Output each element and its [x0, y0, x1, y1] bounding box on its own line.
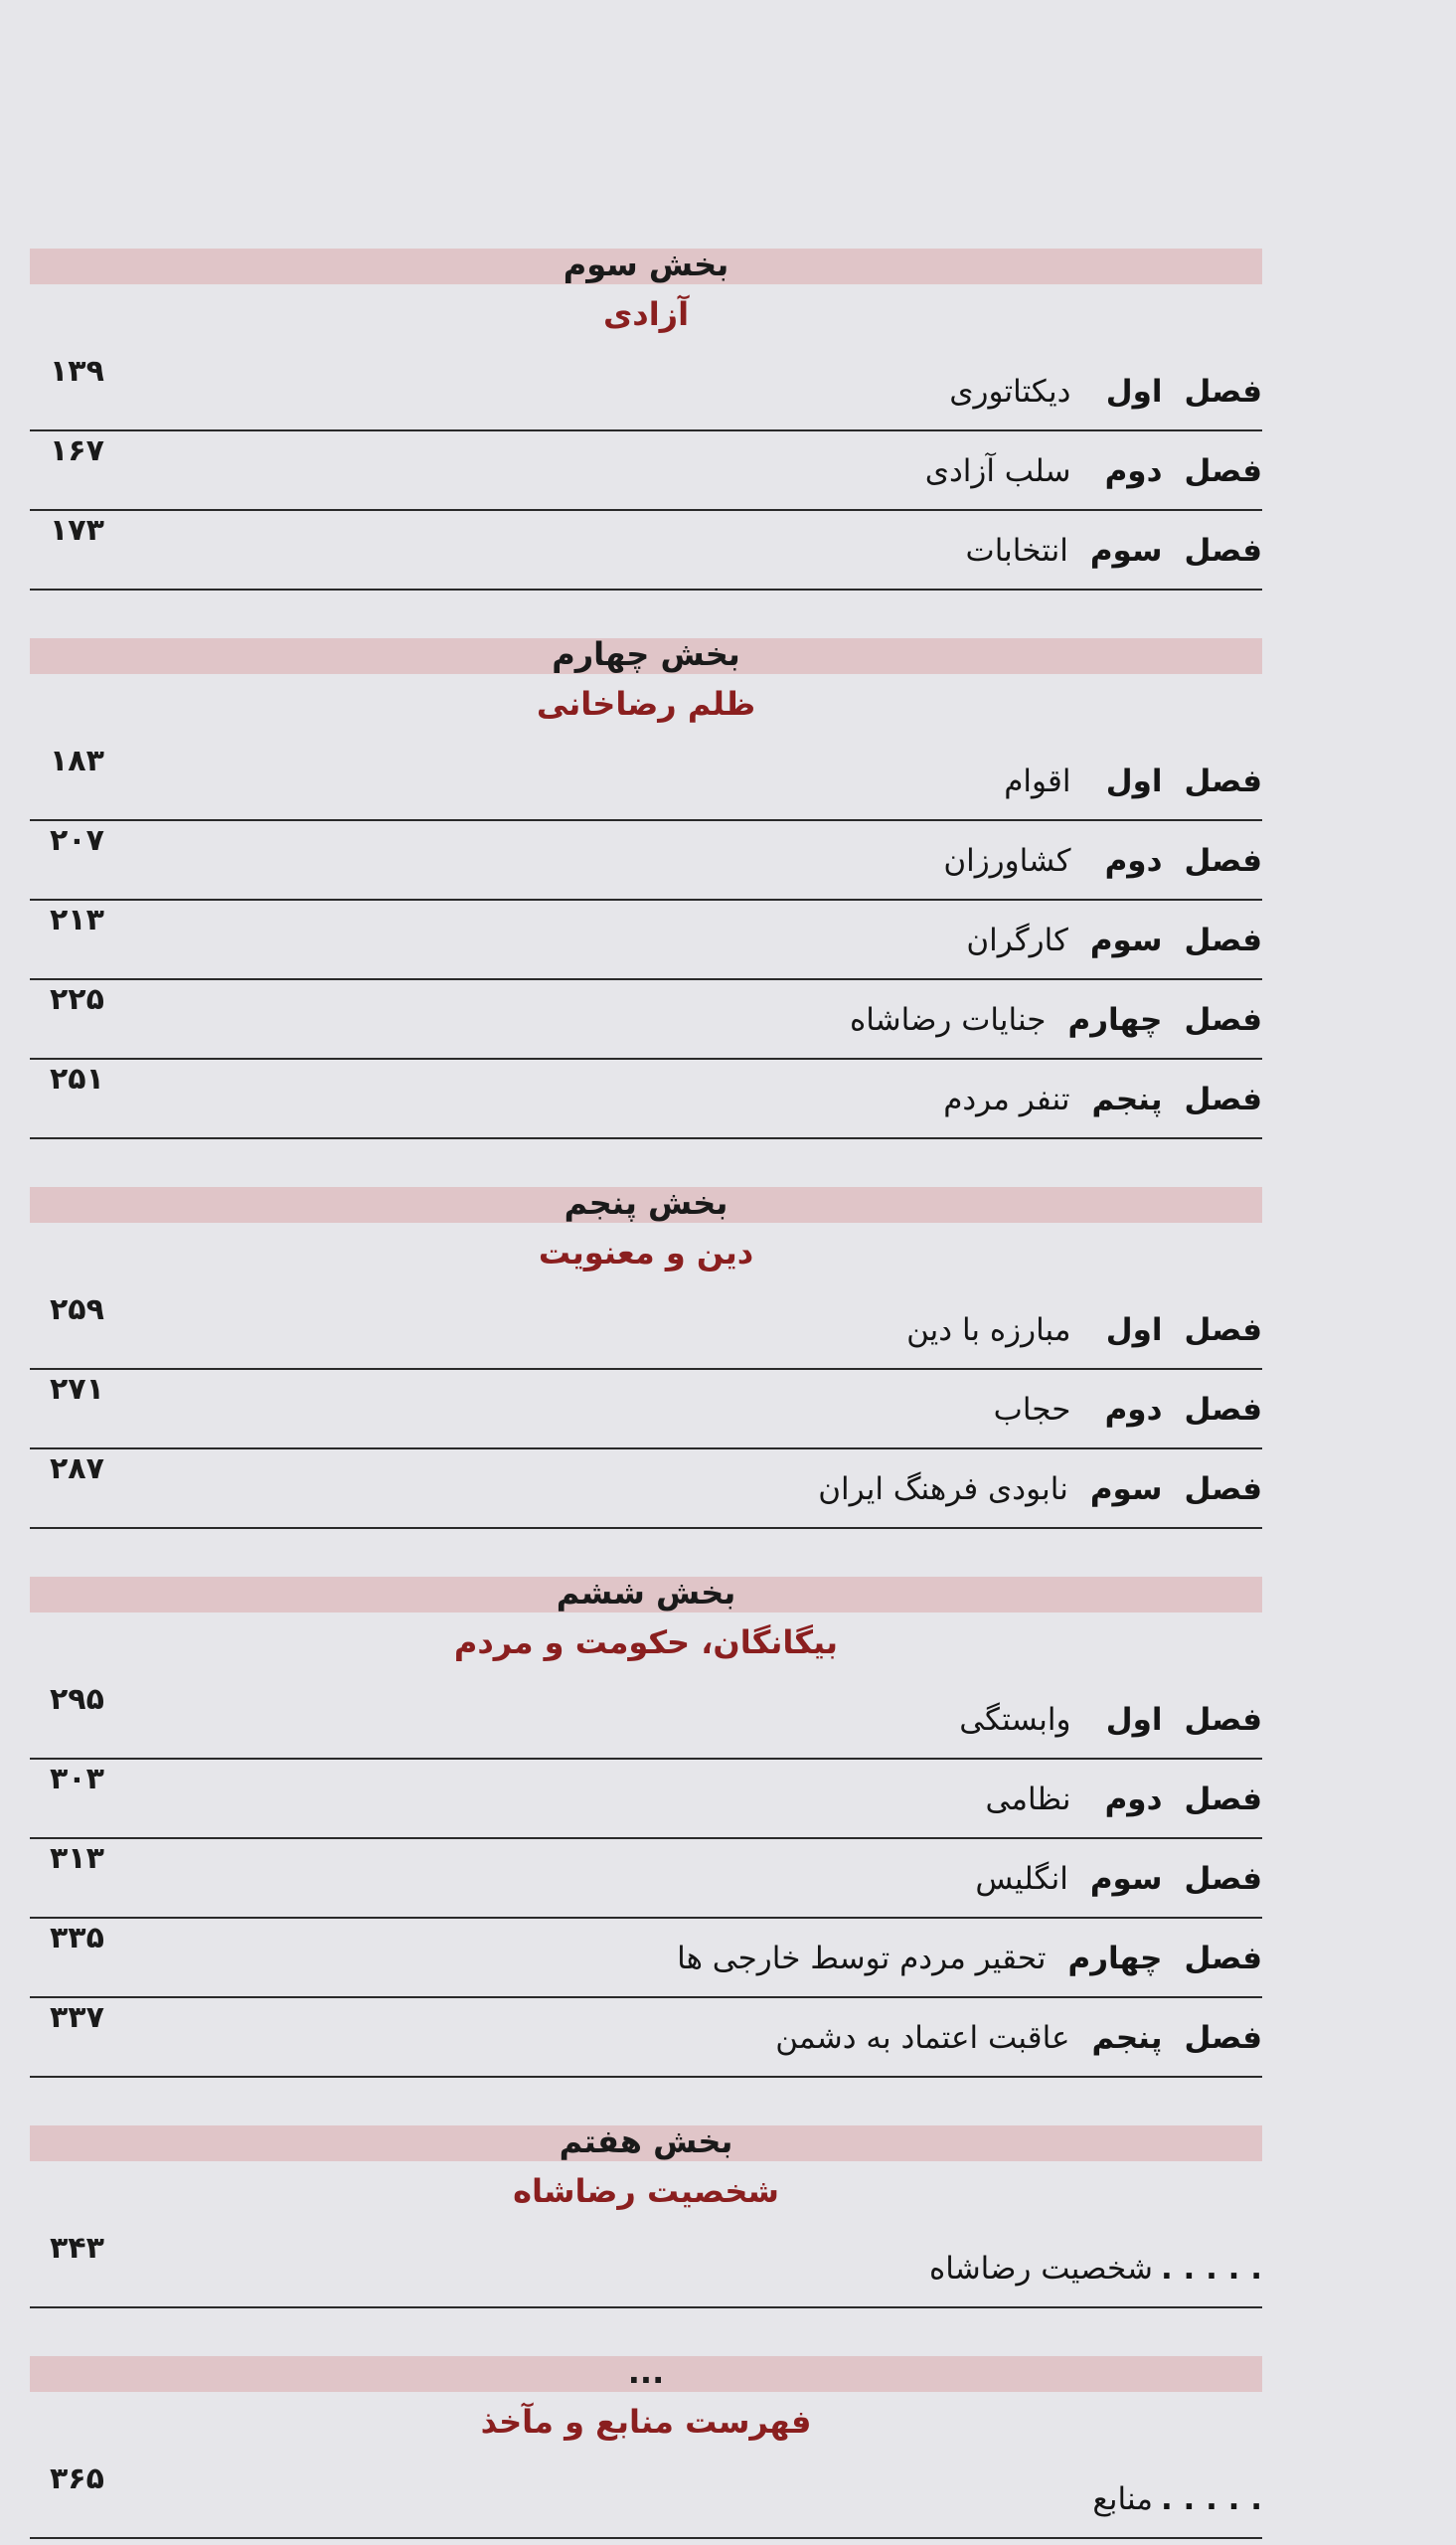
- toc-row[interactable]: [30, 1760, 1262, 1839]
- chapter-word: فصل: [1184, 1471, 1262, 1507]
- chapter-number: دوم: [1104, 1782, 1163, 1817]
- toc-entry-label: [906, 1312, 1262, 1348]
- section-spacer: [30, 2308, 1262, 2350]
- section-title: دین و معنویت: [538, 1234, 754, 1272]
- toc-rows: [30, 1290, 1262, 1529]
- chapter-number: دوم: [1104, 453, 1163, 489]
- section-title: ظلم رضاخانی: [536, 685, 756, 723]
- toc-entry-label: [959, 1702, 1262, 1738]
- page-number: ۲۱۳: [50, 903, 104, 937]
- toc-row[interactable]: [30, 980, 1262, 1060]
- section-header: [30, 243, 1262, 352]
- section-label: بخش هفتم: [559, 2122, 733, 2160]
- page-number: ۱۸۳: [50, 744, 104, 778]
- section-title: بیگانگان، حکومت و مردم: [453, 1623, 839, 1661]
- leader-dots: . . . . .: [1160, 2251, 1262, 2287]
- section-title: فهرست منابع و مآخذ: [480, 2403, 812, 2441]
- page-number: ۱۳۹: [50, 354, 104, 389]
- toc-row[interactable]: [30, 821, 1262, 901]
- leader-dots: . . . . .: [1160, 2481, 1262, 2517]
- toc-entry-label: [943, 1082, 1262, 1117]
- toc-section: [30, 1571, 1262, 2078]
- chapter-number: سوم: [1089, 1861, 1163, 1897]
- page-number: ۳۰۳: [50, 1762, 104, 1796]
- chapter-word: فصل: [1184, 1782, 1262, 1817]
- chapter-title: نظامی: [985, 1782, 1071, 1817]
- page-number: ۱۶۷: [50, 433, 104, 468]
- chapter-number: چهارم: [1067, 1941, 1163, 1976]
- section-header: [30, 632, 1262, 742]
- chapter-title: حجاب: [993, 1392, 1071, 1428]
- section-label: بخش چهارم: [552, 635, 740, 673]
- chapter-word: فصل: [1184, 764, 1262, 799]
- toc-row[interactable]: [30, 1290, 1262, 1370]
- page-number: ۲۵۱: [50, 1062, 104, 1097]
- chapter-word: فصل: [1184, 533, 1262, 569]
- chapter-word: فصل: [1184, 1702, 1262, 1738]
- chapter-title: اقوام: [1004, 764, 1071, 799]
- page-number: ۲۹۵: [50, 1682, 104, 1717]
- toc-row[interactable]: [30, 1370, 1262, 1449]
- chapter-title: نابودی فرهنگ ایران: [818, 1471, 1068, 1507]
- section-spacer: [30, 591, 1262, 632]
- chapter-title: شخصیت رضاشاه: [929, 2251, 1153, 2287]
- chapter-word: فصل: [1184, 453, 1262, 489]
- toc-row[interactable]: [30, 901, 1262, 980]
- chapter-title: سلب آزادی: [924, 453, 1071, 489]
- page-number: ۲۸۷: [50, 1451, 104, 1486]
- page-number: ۲۲۵: [50, 982, 104, 1017]
- toc-row[interactable]: [30, 1449, 1262, 1529]
- toc-row[interactable]: [30, 742, 1262, 821]
- page-number: ۳۱۳: [50, 1841, 104, 1876]
- page-number: ۳۳۷: [50, 2000, 104, 2035]
- chapter-number: اول: [1105, 764, 1163, 799]
- toc-section: [30, 243, 1262, 591]
- chapter-number: پنجم: [1091, 2020, 1163, 2056]
- section-header: [30, 1571, 1262, 1680]
- chapter-title: عاقبت اعتماد به دشمن: [775, 2020, 1070, 2056]
- toc-entry-label: [1004, 764, 1262, 799]
- toc-entry-label: [775, 2020, 1262, 2056]
- toc-row[interactable]: [30, 511, 1262, 591]
- toc-entry-label: [818, 1471, 1262, 1507]
- chapter-title: کارگران: [966, 923, 1068, 958]
- chapter-word: فصل: [1184, 2020, 1262, 2056]
- chapter-number: پنجم: [1091, 1082, 1163, 1117]
- section-header: [30, 2350, 1262, 2460]
- page-number: ۳۳۵: [50, 1921, 104, 1955]
- page-number: ۲۰۷: [50, 823, 104, 858]
- toc-row[interactable]: [30, 431, 1262, 511]
- chapter-title: انتخابات: [965, 533, 1068, 569]
- chapter-word: فصل: [1184, 1941, 1262, 1976]
- toc-rows: [30, 1680, 1262, 2078]
- chapter-word: فصل: [1184, 1312, 1262, 1348]
- toc-row[interactable]: [30, 1839, 1262, 1919]
- toc-row[interactable]: [30, 352, 1262, 431]
- page-number: ۲۵۹: [50, 1292, 104, 1327]
- toc-rows: [30, 2460, 1262, 2539]
- chapter-title: وابستگی: [959, 1702, 1071, 1738]
- section-spacer: [30, 1529, 1262, 1571]
- section-label: بخش سوم: [563, 246, 729, 283]
- section-title: آزادی: [602, 295, 690, 333]
- toc-row[interactable]: [30, 1060, 1262, 1139]
- toc-row[interactable]: [30, 2229, 1262, 2308]
- chapter-title: کشاورزان: [943, 843, 1071, 879]
- chapter-word: فصل: [1184, 1002, 1262, 1038]
- toc-section: [30, 2350, 1262, 2539]
- toc-entry-label: [966, 533, 1262, 569]
- toc-entry-label: [850, 1002, 1262, 1038]
- chapter-number: اول: [1105, 374, 1163, 410]
- toc-rows: [30, 2229, 1262, 2308]
- chapter-title: تنفر مردم: [943, 1082, 1070, 1117]
- section-spacer: [30, 1139, 1262, 1181]
- page-number: ۱۷۳: [50, 513, 104, 548]
- chapter-word: فصل: [1184, 1082, 1262, 1117]
- section-header: [30, 2120, 1262, 2229]
- chapter-word: فصل: [1184, 843, 1262, 879]
- toc-entry-label: [994, 1392, 1262, 1428]
- toc-section: [30, 1181, 1262, 1529]
- page-number: ۲۷۱: [50, 1372, 104, 1407]
- table-of-contents: [30, 243, 1262, 2539]
- toc-entry-label: [1092, 2481, 1262, 2517]
- chapter-number: دوم: [1104, 1392, 1163, 1428]
- chapter-title: انگلیس: [975, 1861, 1068, 1897]
- toc-entry-label: [943, 843, 1262, 879]
- section-label: بخش پنجم: [564, 1184, 728, 1222]
- chapter-title: تحقیر مردم توسط خارجی ها: [677, 1941, 1047, 1976]
- chapter-number: سوم: [1089, 533, 1163, 569]
- chapter-number: سوم: [1089, 1471, 1163, 1507]
- toc-section: [30, 632, 1262, 1139]
- section-label: ...: [627, 2353, 665, 2391]
- toc-rows: [30, 352, 1262, 591]
- toc-entry-label: [966, 923, 1262, 958]
- toc-rows: [30, 742, 1262, 1139]
- toc-entry-label: [677, 1941, 1262, 1976]
- toc-row[interactable]: [30, 2460, 1262, 2539]
- chapter-title: جنایات رضاشاه: [849, 1002, 1047, 1038]
- toc-entry-label: [949, 374, 1262, 410]
- toc-row[interactable]: [30, 1998, 1262, 2078]
- toc-entry-label: [975, 1861, 1262, 1897]
- toc-row[interactable]: [30, 1680, 1262, 1760]
- chapter-number: اول: [1105, 1702, 1163, 1738]
- chapter-number: سوم: [1089, 923, 1163, 958]
- toc-entry-label: [925, 453, 1262, 489]
- chapter-title: دیکتاتوری: [949, 374, 1071, 410]
- toc-row[interactable]: [30, 1919, 1262, 1998]
- page-number: ۳۴۳: [50, 2231, 104, 2266]
- page-number: ۳۶۵: [50, 2461, 104, 2496]
- toc-entry-label: [986, 1782, 1262, 1817]
- section-header: [30, 1181, 1262, 1290]
- toc-entry-label: [929, 2251, 1262, 2287]
- chapter-number: چهارم: [1067, 1002, 1163, 1038]
- chapter-number: اول: [1105, 1312, 1163, 1348]
- chapter-title: منابع: [1092, 2481, 1153, 2517]
- section-label: بخش ششم: [556, 1574, 736, 1612]
- chapter-number: دوم: [1104, 843, 1163, 879]
- chapter-title: مبارزه با دین: [906, 1312, 1071, 1348]
- chapter-word: فصل: [1184, 923, 1262, 958]
- toc-section: [30, 2120, 1262, 2308]
- section-spacer: [30, 2078, 1262, 2120]
- chapter-word: فصل: [1184, 1861, 1262, 1897]
- section-title: شخصیت رضاشاه: [513, 2172, 779, 2210]
- chapter-word: فصل: [1184, 1392, 1262, 1428]
- chapter-word: فصل: [1184, 374, 1262, 410]
